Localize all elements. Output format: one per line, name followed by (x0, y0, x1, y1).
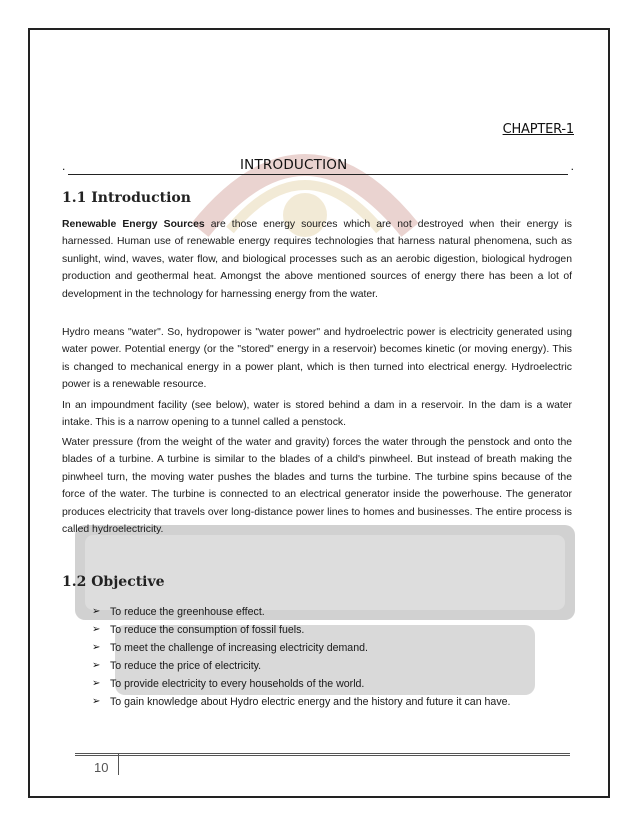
paragraph-water-pressure: Water pressure (from the weight of the water and gravity) forces the water through the penstock and onto the blades of a turbine. A turbine is similar to the blades of a child's pinwheel. But instead of breath making the pinwheel turn, the moving water pushes the blades and turns the turbine. The turbine spins because of the force of the water. The turbine is connected to an electrical generator inside the powerhouse. The generator produces electricity that travels over long-distance power lines to homes and businesses. The entire process is called hydroelectricity. (62, 437, 572, 536)
arrow-bullet-icon: ➢ (92, 660, 101, 671)
page-number-divider (118, 753, 119, 775)
rule-dot-left: . (62, 159, 66, 173)
rule-dot-right: . (570, 159, 574, 173)
paragraph-renewable-energy-text: are those energy sources which are not destroyed when their energy is harnessed. Human use of renewable energy requires technologies that harness natural phenomena, such as sunlight, wind, waves, water flow, and biological processes such as an aerobic digestion, biological hydrogen production and geothermal heat. Amongst the above mentioned sources of energy there has been a lot of development in the technology for harnessing energy from the water. (62, 219, 573, 300)
section-heading-introduction: 1.1 Introduction (62, 190, 191, 206)
list-item: ➢ To provide electricity to every households of the world. (92, 675, 510, 693)
paragraph-hydro-meaning: Hydro means "water". So, hydropower is "water power" and hydroelectric power is electricity generated using water power. Potential energy (or the "stored" energy in a reservoir) becomes kinetic (or moving energy). This is changed to mechanical energy in a power plant, which is then turned into electrical energy. Hydroelectric power is a renewable resource. (62, 327, 572, 391)
paragraph-renewable-energy (62, 216, 572, 303)
arrow-bullet-icon: ➢ (92, 606, 101, 617)
list-item: ➢ To reduce the greenhouse effect. (92, 603, 510, 621)
arrow-bullet-icon: ➢ (92, 642, 101, 653)
section-heading-objective: 1.2 Objective (62, 574, 165, 590)
rule-line (68, 174, 568, 175)
list-item: ➢ To reduce the price of electricity. (92, 657, 510, 675)
list-item: ➢ To gain knowledge about Hydro electric energy and the history and future it can have. (92, 693, 510, 711)
arrow-bullet-icon: ➢ (92, 624, 101, 635)
list-item: ➢ To reduce the consumption of fossil fuels. (92, 621, 510, 639)
list-item: ➢ To meet the challenge of increasing electricity demand. (92, 639, 510, 657)
footer-rule (75, 753, 570, 756)
arrow-bullet-icon: ➢ (92, 678, 101, 689)
paragraph-impoundment: In an impoundment facility (see below), water is stored behind a dam in a reservoir. In the dam is a water intake. This is a narrow opening to a tunnel called a penstock. (62, 400, 572, 429)
paragraph-lead-term: Renewable Energy Sources (62, 219, 205, 230)
arrow-bullet-icon: ➢ (92, 696, 101, 707)
objective-list (92, 603, 510, 711)
introduction-title: INTRODUCTION (240, 157, 348, 173)
page-number: 10 (94, 760, 109, 775)
chapter-label: CHAPTER-1 (502, 122, 574, 137)
